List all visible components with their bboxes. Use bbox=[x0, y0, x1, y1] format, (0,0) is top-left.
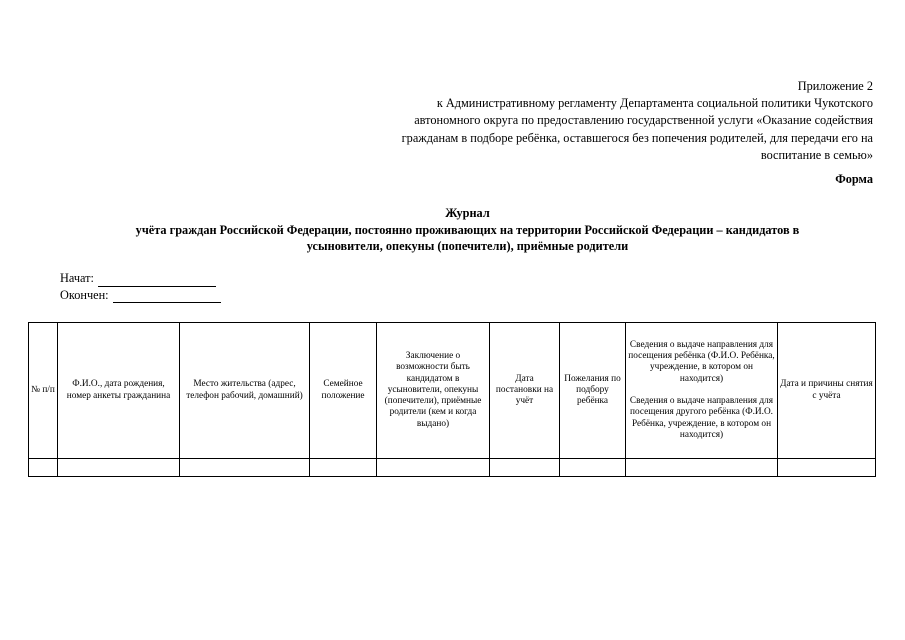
appendix-line: гражданам в подборе ребёнка, оставшегося без попечения родителей, для передачи его на bbox=[401, 130, 873, 145]
table-row bbox=[29, 459, 876, 477]
document-title bbox=[40, 205, 895, 255]
header-cell-conclusion: Заключение о возможности быть кандидатом в усыновители, опекуны (попечители), приёмные родители (кем и когда выдано) bbox=[377, 323, 490, 459]
started-label: Начат: bbox=[60, 271, 94, 285]
appendix-line: к Административному регламенту Департамента социальной политики Чукотского bbox=[436, 96, 873, 111]
table-cell[interactable] bbox=[58, 459, 180, 477]
started-blank-line[interactable] bbox=[98, 274, 216, 287]
table-cell[interactable] bbox=[29, 459, 58, 477]
header-row bbox=[29, 323, 876, 459]
table-cell[interactable] bbox=[310, 459, 377, 477]
started-row bbox=[60, 270, 221, 287]
title-line: учёта граждан Российской Федерации, постоянно проживающих на территории Российской Федерации – кандидатов в bbox=[135, 222, 800, 237]
referral-info-part2: Сведения о выдаче направления для посещения другого ребёнка (Ф.И.О. Ребёнка, учреждение, в котором он находится) bbox=[629, 396, 774, 440]
table-cell[interactable] bbox=[377, 459, 490, 477]
ended-row bbox=[60, 287, 221, 304]
journal-table bbox=[28, 322, 876, 477]
header-cell-name: Ф.И.О., дата рождения, номер анкеты гражданина bbox=[58, 323, 180, 459]
appendix-header bbox=[313, 78, 873, 164]
table-cell[interactable] bbox=[560, 459, 626, 477]
ended-blank-line[interactable] bbox=[113, 290, 221, 303]
ended-label: Окончен: bbox=[60, 287, 109, 302]
table-cell[interactable] bbox=[490, 459, 560, 477]
journal-dates bbox=[60, 270, 221, 303]
appendix-line: Приложение 2 bbox=[797, 79, 873, 93]
header-cell-number: № п/п bbox=[29, 323, 58, 459]
header-cell-referral-info bbox=[626, 323, 778, 459]
appendix-line: воспитание в семью» bbox=[760, 147, 873, 162]
table-cell[interactable] bbox=[180, 459, 310, 477]
appendix-line: автономного округа по предоставлению государственной услуги «Оказание содействия bbox=[414, 113, 873, 128]
header-cell-marital-status: Семейное положение bbox=[310, 323, 377, 459]
title-line: Журнал bbox=[445, 206, 490, 220]
header-cell-child-preferences: Пожелания по подбору ребёнка bbox=[560, 323, 626, 459]
table-cell[interactable] bbox=[778, 459, 876, 477]
table-cell[interactable] bbox=[626, 459, 778, 477]
header-cell-registration-date: Дата постановки на учёт bbox=[490, 323, 560, 459]
title-line: усыновители, опекуны (попечители), приёмные родители bbox=[306, 239, 629, 253]
header-cell-deregistration: Дата и причины снятия с учёта bbox=[778, 323, 876, 459]
header-cell-address: Место жительства (адрес, телефон рабочий, домашний) bbox=[180, 323, 310, 459]
form-label: Форма bbox=[835, 172, 873, 186]
referral-info-part1: Сведения о выдаче направления для посещения ребёнка (Ф.И.О. Ребёнка, учреждение, в котором он находится) bbox=[628, 339, 775, 384]
